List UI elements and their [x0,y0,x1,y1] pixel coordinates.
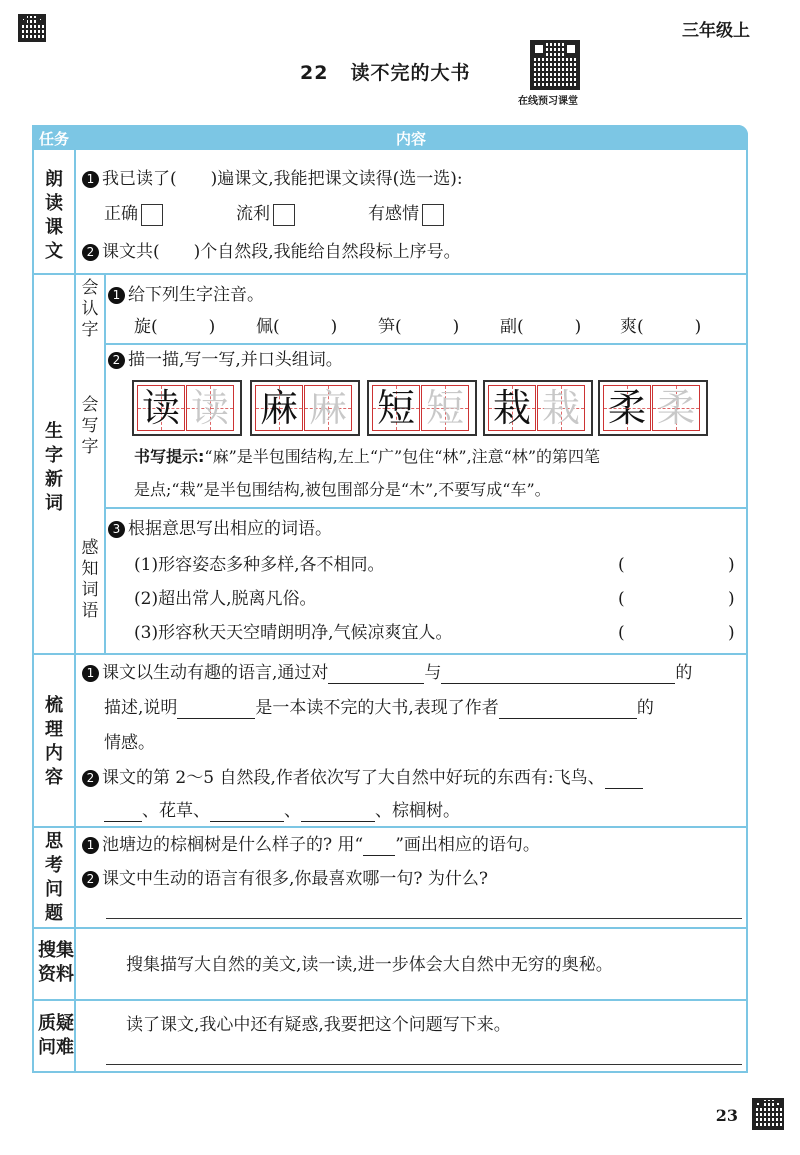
answer-blank[interactable] [301,803,375,822]
pinyin-item[interactable]: 佩( ) [256,317,338,337]
outline-question-2-line-2: 、花草、 、 、棕榈树。 [104,800,460,822]
corner-qr-code-icon [18,14,46,42]
writing-grid-ma [250,380,360,436]
thinking-section-label: 思考问题 [45,831,63,924]
practice-cell[interactable]: 麻 [304,385,352,431]
writing-grid-zai [483,380,593,436]
footer-qr-code-icon [752,1098,784,1130]
row-divider [32,826,748,828]
write-instruction: 2 描一描,写一写,并口头组词。 [108,349,343,371]
answer-paren-open: ( [618,623,625,643]
trace-cell: 读 [137,385,185,431]
answer-paren-close: ) [728,589,735,609]
trace-cell: 柔 [603,385,651,431]
word-definition-1: (1)形容姿态多种多样,各不相同。 [134,555,385,575]
grade-label: 三年级上 [682,21,750,41]
sub-column-divider [104,275,106,654]
write-sublabel: 会写字 [81,395,99,457]
writing-hint-line-1: 书写提示:“麻”是半包围结构,左上“广”包住“林”,注意“林”的第四笔 [134,447,601,466]
lesson-title-text: 读不完的大书 [350,62,471,84]
pinyin-item[interactable]: 副( ) [500,317,582,337]
answer-paren-close: ) [728,623,735,643]
option-checkbox[interactable] [422,204,444,226]
collect-section-label: 搜集资料 [38,940,74,985]
header-task: 任务 [38,130,69,148]
words-instruction: 3 根据意思写出相应的词语。 [108,518,332,540]
writing-grid-du [132,380,242,436]
outline-question-2-line-1: 2 课文的第 2～5 自然段,作者依次写了大自然中好玩的东西有:飞鸟、 [82,767,643,789]
answer-paren-open: ( [618,589,625,609]
practice-cell[interactable]: 短 [421,385,469,431]
column-divider [74,150,76,1071]
outline-question-1-line-1: 1 课文以生动有趣的语言,通过对 与 的 [82,662,692,684]
pinyin-item[interactable]: 爽( ) [620,317,702,337]
outline-question-1-line-2: 描述,说明 是一本读不完的大书,表现了作者 的 [104,698,654,718]
page-number: 23 [715,1106,738,1125]
answer-blank[interactable] [441,665,675,684]
writing-grid-duan [367,380,477,436]
reading-option-fluent: 流利 [236,203,295,226]
answer-paren-open: ( [618,555,625,575]
questions-section-label: 质疑问难 [38,1013,74,1058]
outline-section-label: 梳理内容 [45,695,63,788]
word-definition-2: (2)超出常人,脱离凡俗。 [134,589,317,609]
answer-blank[interactable] [605,770,643,789]
thinking-question-2: 2 课文中生动的语言有很多,你最喜欢哪一句? 为什么? [82,868,488,890]
pinyin-item[interactable]: 旋( ) [134,317,216,337]
row-divider [32,653,748,655]
trace-cell: 麻 [255,385,303,431]
answer-line[interactable] [106,918,742,919]
practice-cell[interactable]: 柔 [652,385,700,431]
characters-section-label: 生字新词 [45,421,63,514]
preview-qr-code-icon[interactable] [530,40,580,90]
lesson-number: 22 [300,62,329,84]
row-divider [32,999,748,1001]
writing-grid-rou [598,380,708,436]
answer-blank[interactable] [328,665,424,684]
words-sublabel: 感知词语 [81,538,99,621]
row-divider [104,343,748,345]
reading-question-1: 1 我已读了( )遍课文,我能把课文读得(选一选): [82,168,463,190]
thinking-question-1: 1 池塘边的棕榈树是什么样子的? 用“ ”画出相应的语句。 [82,834,540,856]
answer-blank[interactable] [210,803,284,822]
reading-section-label: 朗读课文 [45,169,63,262]
practice-cell[interactable]: 栽 [537,385,585,431]
header-content: 内容 [395,130,426,148]
questions-text: 读了课文,我心中还有疑惑,我要把这个问题写下来。 [126,1015,511,1035]
recognize-instruction: 1 给下列生字注音。 [108,284,264,306]
reading-question-2: 2 课文共( )个自然段,我能给自然段标上序号。 [82,241,461,263]
answer-paren-close: ) [728,555,735,575]
practice-cell[interactable]: 读 [186,385,234,431]
pinyin-item[interactable]: 笋( ) [378,317,460,337]
answer-blank[interactable] [104,803,142,822]
reading-option-correct: 正确 [104,203,163,226]
row-divider [32,927,748,929]
answer-line[interactable] [106,1064,742,1065]
word-definition-3: (3)形容秋天天空晴朗明净,气候凉爽宜人。 [134,623,453,643]
trace-cell: 短 [372,385,420,431]
collect-text: 搜集描写大自然的美文,读一读,进一步体会大自然中无穷的奥秘。 [126,955,613,975]
trace-cell: 栽 [488,385,536,431]
writing-hint-line-2: 是点;“栽”是半包围结构,被包围部分是“木”,不要写成“车”。 [134,480,551,499]
answer-blank[interactable] [177,700,255,719]
row-divider [104,507,748,509]
recognize-sublabel: 会认字 [81,278,99,340]
outline-question-1-line-3: 情感。 [104,733,155,753]
option-checkbox[interactable] [141,204,163,226]
answer-blank[interactable] [499,700,637,719]
row-divider [32,273,748,275]
preview-label: 在线预习课堂 [518,96,578,107]
option-checkbox[interactable] [273,204,295,226]
lesson-title [300,58,470,85]
reading-option-emotion: 有感情 [368,203,444,226]
